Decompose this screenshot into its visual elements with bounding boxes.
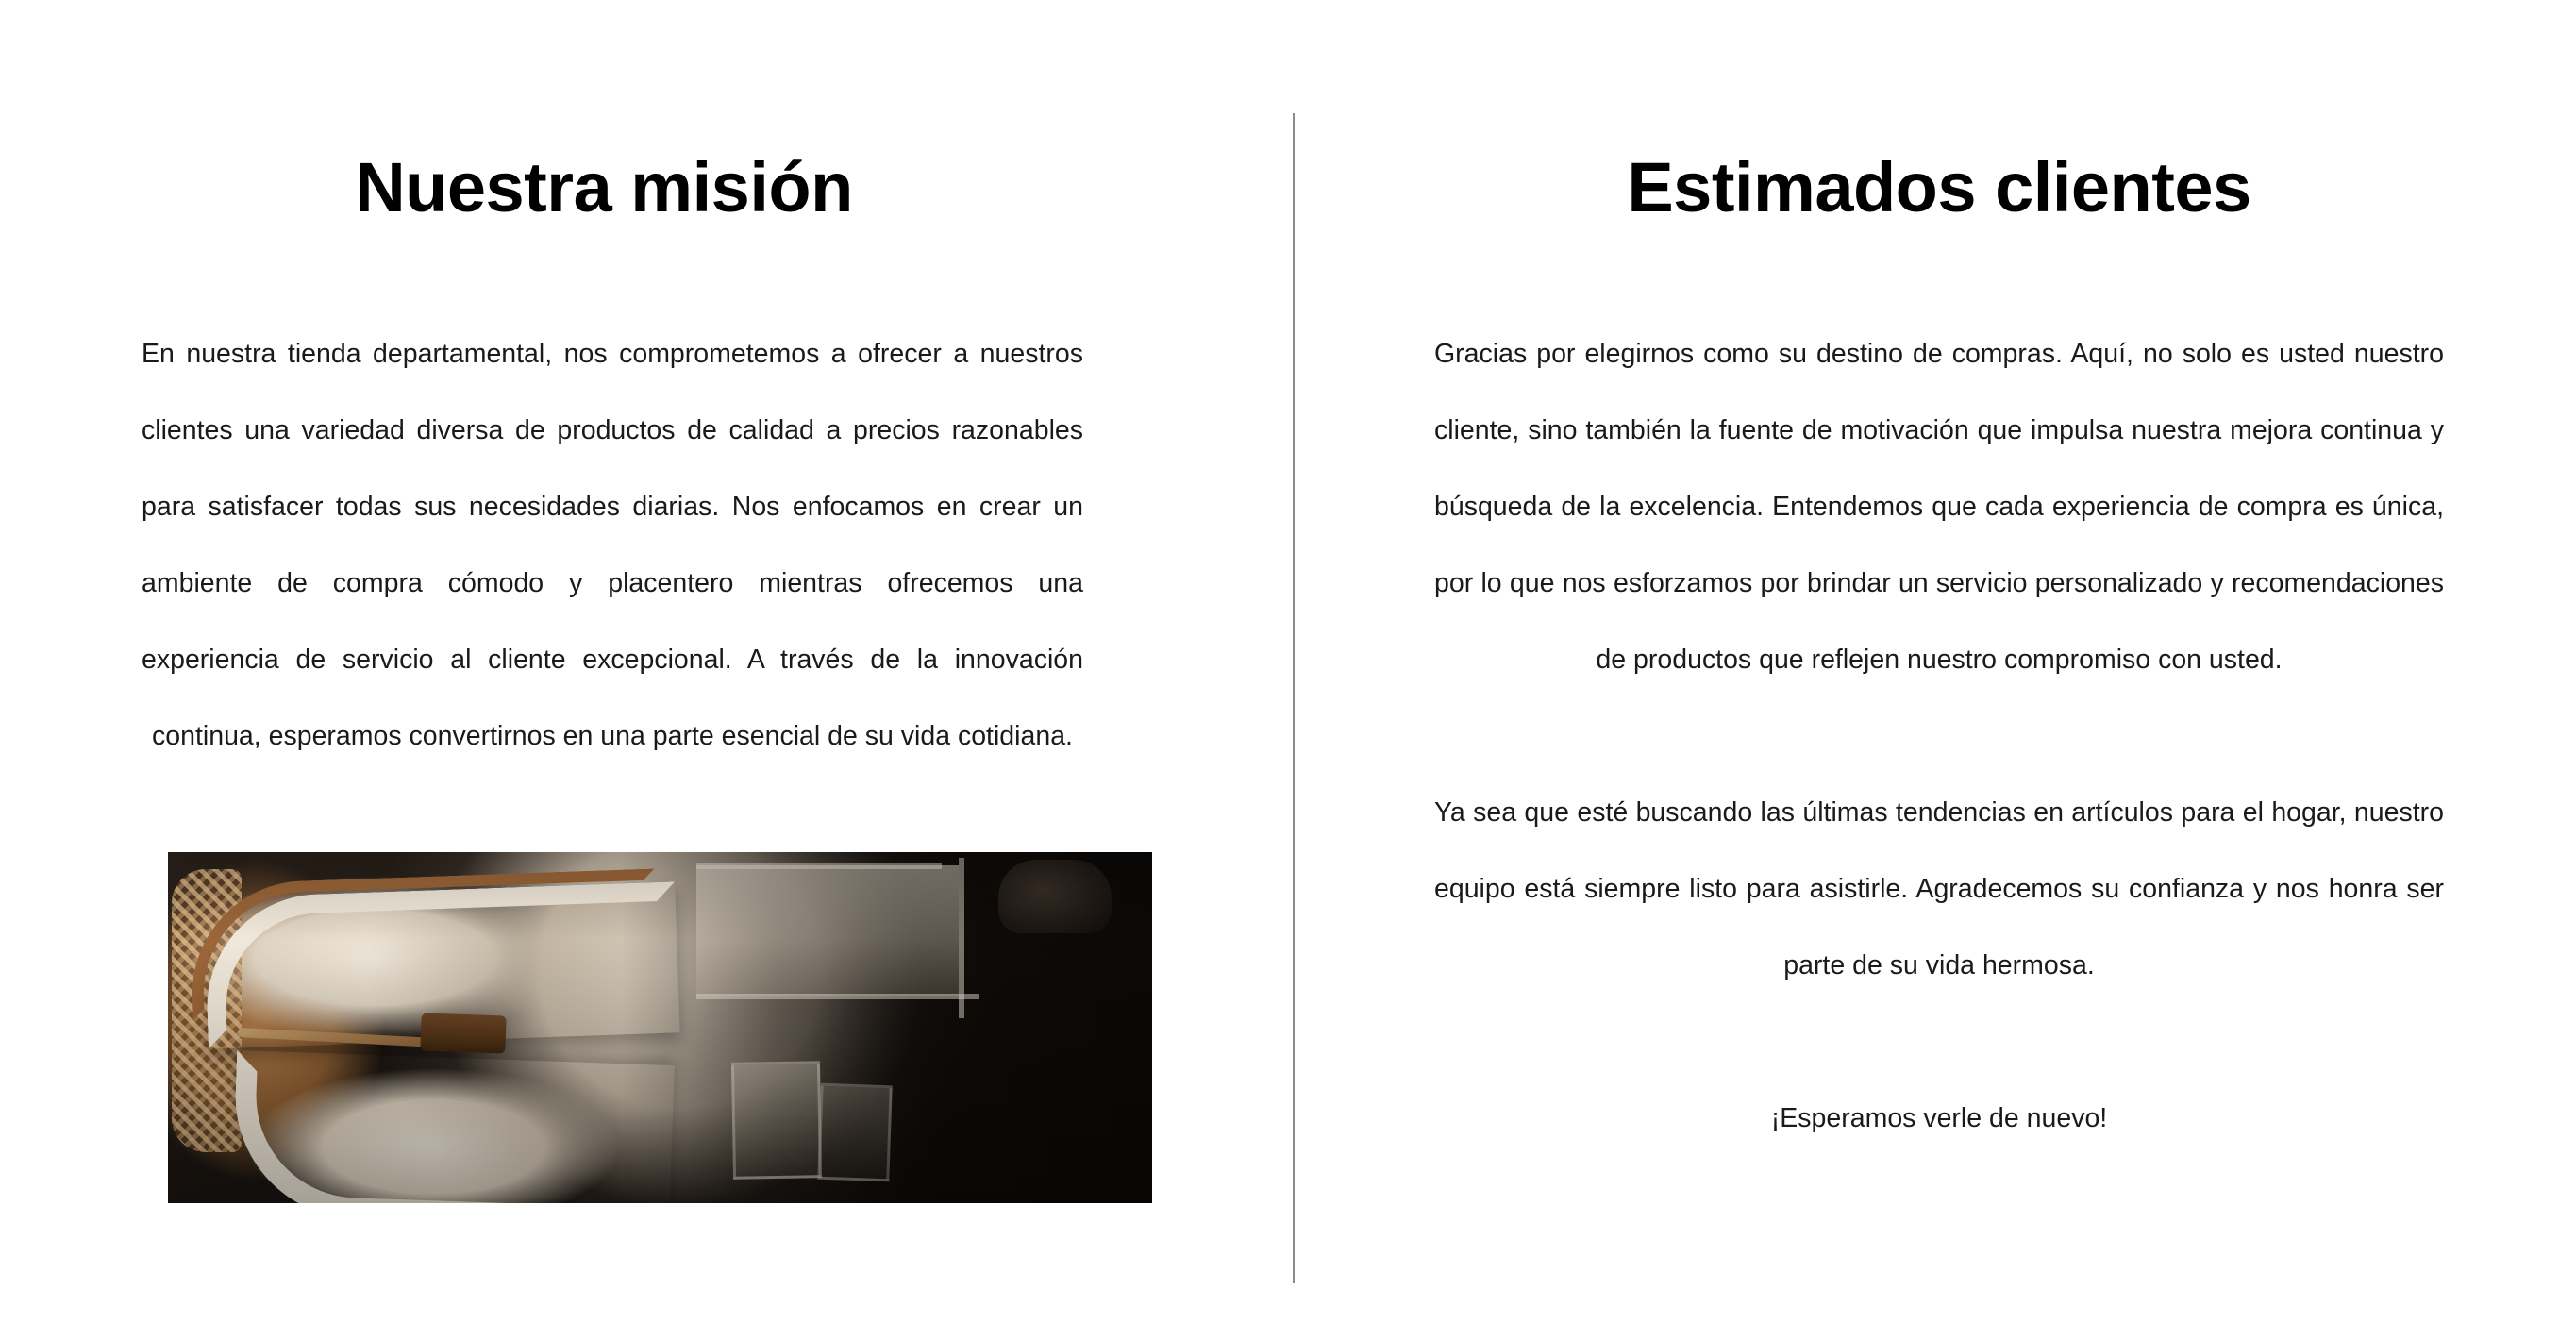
right-column-body xyxy=(1293,316,2576,1157)
rattan-chair-interior-photo xyxy=(168,852,1152,1203)
photo-chair-wood-frame xyxy=(189,869,660,1021)
right-column-heading: Estimados clientes xyxy=(1627,148,2251,226)
photo-framed-object-2 xyxy=(817,1083,893,1182)
photo-shelf-line-vertical xyxy=(959,858,964,1018)
photo-background xyxy=(168,852,1152,1203)
photo-framed-object-1 xyxy=(731,1062,822,1181)
mission-paragraph: En nuestra tienda departamental, nos comprometemos a ofrecer a nuestros clientes una variedad diversa de productos de calidad a precios razonables para satisfacer todas sus necesidades diarias. Nos enfocamos en crear un ambiente de compra cómodo y placentero mientras ofrecemos una experiencia de servicio al cliente excepcional. A través de la innovación continua, esperamos convertirnos en una parte esencial de su vida cotidiana. xyxy=(142,339,1083,752)
photo-shelf-line-mid xyxy=(696,994,979,999)
photo-chair-strut xyxy=(238,1028,455,1048)
photo-chair-arm-top xyxy=(203,882,679,1049)
photo-dark-object xyxy=(998,860,1112,933)
photo-wall-panel xyxy=(696,865,959,996)
right-column xyxy=(1293,0,2576,1340)
letter-closing: ¡Esperamos verle de nuevo! xyxy=(1770,1103,2108,1134)
letter-paragraph-1: Gracias por elegirnos como su destino de compras. Aquí, no solo es usted nuestro cliente, sino también la fuente de motivación que impulsa nuestra mejora continua y búsqueda de la excelencia. Entendemos que cada experiencia de compra es única, por lo que nos esforzamos por brindar un servicio personalizado y recomendaciones de productos que reflejen nuestro compromiso con usted. xyxy=(1434,339,2444,676)
photo-chair-wood-block xyxy=(420,1013,506,1054)
photo-chair-arm-bottom xyxy=(231,1050,675,1203)
photo-shelf-line-top xyxy=(696,863,942,869)
letter-paragraph-2: Ya sea que esté buscando las últimas tendencias en artículos para el hogar, nuestro equipo está siempre listo para asistirle. Agradecemos su confianza y nos honra ser parte de su vida hermosa. xyxy=(1434,797,2444,981)
left-column-heading: Nuestra misión xyxy=(355,148,853,226)
photo-rattan-weave xyxy=(172,869,242,1152)
left-column-body xyxy=(0,316,1293,775)
